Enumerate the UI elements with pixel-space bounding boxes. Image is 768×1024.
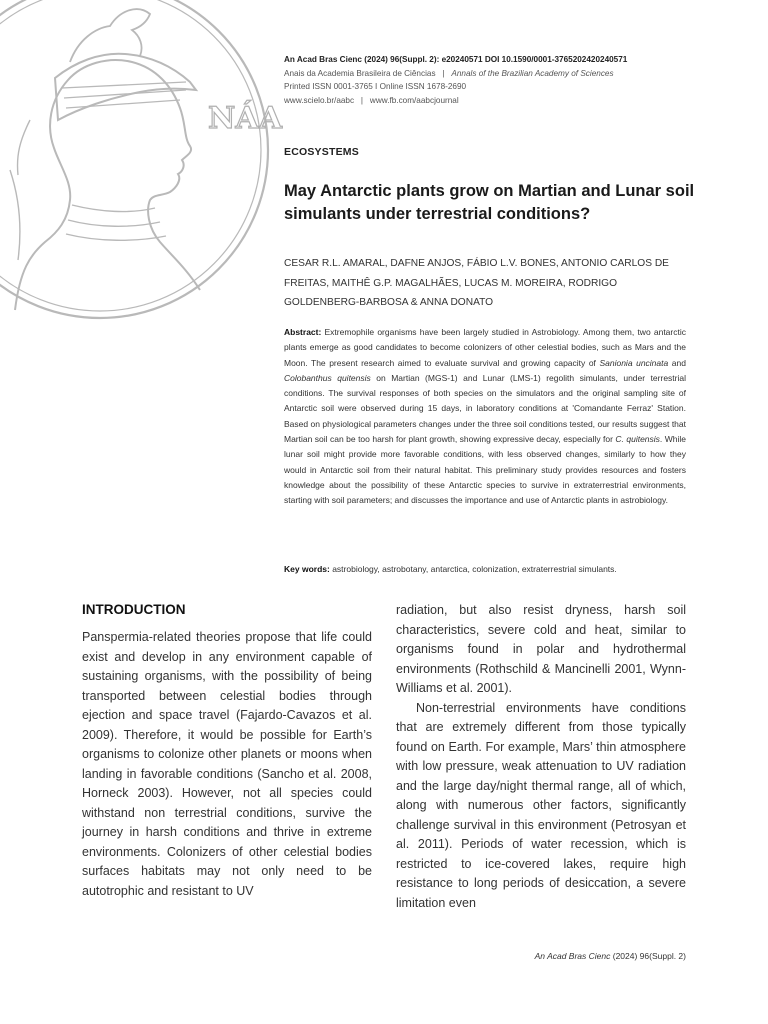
- footer-journal: An Acad Bras Cienc: [534, 951, 611, 961]
- logo-text: NÁA: [208, 101, 282, 136]
- scielo-link[interactable]: www.scielo.br/aabc: [284, 95, 355, 105]
- species-name: Colobanthus quitensis: [284, 372, 371, 383]
- article-title: May Antarctic plants grow on Martian and Lunar soil simulants under terrestrial conditions?: [284, 182, 695, 223]
- journal-metadata: [284, 53, 704, 107]
- paragraph: Non-terrestrial environments have conditions that are extremely different from those typically found on Earth. For example, Mars’ thin atmosphere with low pressure, weak attenuation to UV radiation and the large day/night thermal range, all of which, along with numerous other factors, significantly challenge survival in this environment (Petrosyan et al. 2011). Periods of water recession, which is restricted to ice-covered lakes, require high resistance to long periods of desiccation, a severe limitation even: [396, 700, 686, 910]
- keywords: Key words: astrobiology, astrobotany, antarctica, colonization, extraterrestrial simulants.: [284, 564, 617, 574]
- introduction-heading: INTRODUCTION: [82, 602, 186, 617]
- introduction-left-column: Panspermia-related theories propose that life could exist and develop in any environment capable of sustaining organisms, with the possibility of being transported between celestial bodies through ejection and space travel (Fajardo-Cavazos et al. 2009). Therefore, it would be possible for Earth’s organisms to colonize other planets or moons when landing in favorable conditions (Sancho et al. 2008, Horneck 2003). However, not all species could withstand non terrestrial conditions, survive the journey in harsh conditions and thrive in extreme environments. Colonizers of other celestial bodies surfaces habitats may not only need to be autotrophic and resistant to UV: [82, 630, 372, 898]
- citation-line: An Acad Bras Cienc (2024) 96(Suppl. 2): e20240571 DOI 10.1590/0001-3765202420240571: [284, 55, 628, 64]
- footer-issue: (2024) 96(Suppl. 2): [612, 951, 686, 961]
- author-list: CESAR R.L. AMARAL, DAFNE ANJOS, FÁBIO L.V. BONES, ANTONIO CARLOS DE FREITAS, MAITHÊ G.P. MAGALHÃES, LUCAS M. MOREIRA, RODRIGO GOLDENBERG-BARBOSA & ANNA DONATO: [284, 258, 669, 308]
- web-links-line: [284, 94, 704, 108]
- issn-line: Printed ISSN 0001-3765 I Online ISSN 1678-2690: [284, 82, 467, 91]
- paragraph: radiation, but also resist dryness, harsh soil characteristics, severe cold and heat, similar to organisms found in polar and hydrothermal environments (Rothschild & Mancinelli 2001, Wynn-Williams et al. 2001).: [396, 603, 686, 695]
- separator: |: [442, 68, 445, 78]
- abstract: Abstract: Extremophile organisms have been largely studied in Astrobiology. Among them, two antarctic plants emerge as good candidates to become colonizers of other celestial bodies, such as Mars and the Moon. The present research aimed to evaluate survival and growing capacity of Sanionia uncinata and Colobanthus quitensis on Martian (MGS-1) and Lunar (LMS-1) regolith simulants, under terrestrial conditions. The survival responses of both species on the simulators and the original sampling site of Antarctic soil were observed during 15 days, in laboratory conditions at 'Comandante Ferraz' Station. Based on physiological parameters changes under the three soil conditions tested, our results suggest that Martian soil can be too harsh for plant growth, showing expressive decay, especially for C. quitensis. While lunar soil might provide more favorable conditions, with less observed changes, similarly to how they would in Antarctic soil from their natural habitat. This preliminary study provides resources and fosters knowledge about the possibility of these Antarctic species to survive in extraterrestrial environments, starting with soil parameters; and discusses the importance and use of Antarctic plants in astrobiology.: [284, 327, 686, 506]
- journal-name-line: [284, 67, 704, 81]
- keywords-label: Key words:: [284, 564, 330, 574]
- journal-name-pt: Anais da Academia Brasileira de Ciências: [284, 68, 436, 78]
- journal-name-en: Annals of the Brazilian Academy of Sciences: [451, 68, 614, 78]
- section-label: ECOSYSTEMS: [284, 146, 359, 158]
- abstract-label: Abstract:: [284, 327, 322, 337]
- facebook-link[interactable]: www.fb.com/aabcjournal: [369, 95, 459, 105]
- academy-seal-logo: [0, 0, 282, 330]
- species-name: C. quitensis: [615, 434, 660, 445]
- species-name: Sanionia uncinata: [599, 357, 669, 368]
- separator: |: [360, 95, 364, 105]
- introduction-right-column: [396, 601, 686, 913]
- page-footer: [535, 951, 686, 961]
